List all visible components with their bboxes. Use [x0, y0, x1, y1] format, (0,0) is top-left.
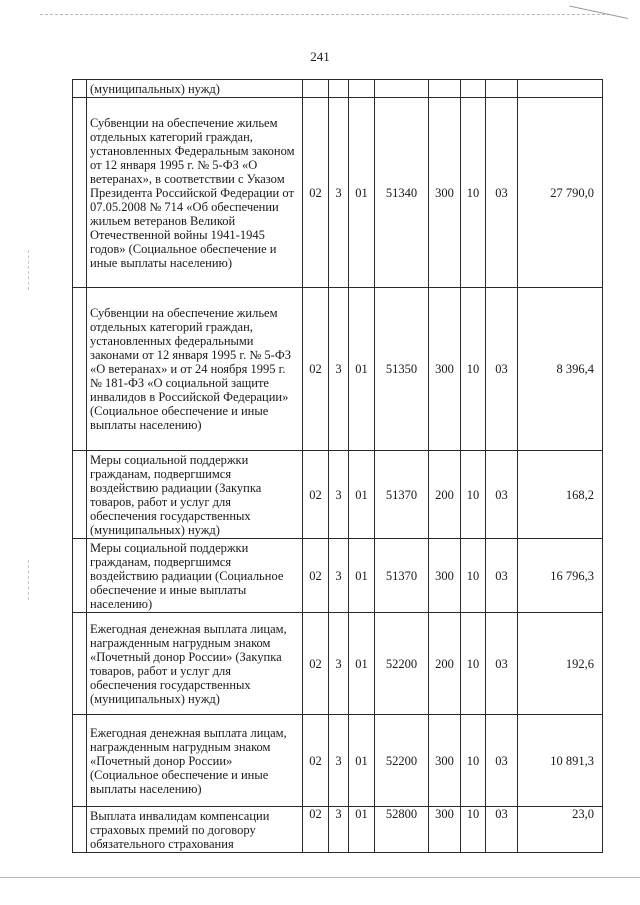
- table-row: [73, 539, 603, 613]
- direction-code-cell: 51370: [375, 451, 429, 539]
- expense-type-code-cell: 300: [429, 807, 461, 853]
- subsection-code-cell: [486, 80, 518, 98]
- expense-name-cell: (муниципальных) нужд): [87, 80, 303, 98]
- ministry-code-cell: 02: [303, 613, 329, 715]
- expense-type-code-cell: 200: [429, 613, 461, 715]
- subprogram-code-cell: 01: [349, 288, 375, 451]
- amount-cell: 8 396,4: [518, 288, 603, 451]
- subprogram-code-cell: 01: [349, 613, 375, 715]
- program-code-cell: 3: [329, 451, 349, 539]
- ministry-code-cell: 02: [303, 807, 329, 853]
- section-code-cell: 10: [461, 613, 486, 715]
- amount-cell: 16 796,3: [518, 539, 603, 613]
- expense-type-code-cell: 300: [429, 288, 461, 451]
- expense-type-code-cell: 200: [429, 451, 461, 539]
- subsection-code-cell: 03: [486, 98, 518, 288]
- expense-name-cell: Меры социальной поддержки гражданам, подвергшимся воздействию радиации (Закупка товаров, работ и услуг для обеспечения государственных (муниципальных) нужд): [87, 451, 303, 539]
- table-row: [73, 80, 603, 98]
- section-code-cell: 10: [461, 451, 486, 539]
- expense-type-code-cell: 300: [429, 539, 461, 613]
- index-cell: [73, 613, 87, 715]
- subsection-code-cell: 03: [486, 539, 518, 613]
- page-number: 241: [310, 49, 330, 64]
- subprogram-code-cell: 01: [349, 98, 375, 288]
- subsection-code-cell: 03: [486, 613, 518, 715]
- subsection-code-cell: 03: [486, 288, 518, 451]
- table-row: [73, 715, 603, 807]
- expense-name-cell: Выплата инвалидам компенсации страховых премий по договору обязательного страхования: [87, 807, 303, 853]
- amount-cell: [518, 80, 603, 98]
- expense-type-code-cell: 300: [429, 715, 461, 807]
- expense-name-cell: Ежегодная денежная выплата лицам, награжденным нагрудным знаком «Почетный донор России» (Закупка товаров, работ и услуг для обеспечения государственных (муниципальных) нужд): [87, 613, 303, 715]
- subprogram-code-cell: 01: [349, 539, 375, 613]
- expense-name-cell: Субвенции на обеспечение жильем отдельных категорий граждан, установленных Федеральным законом от 12 января 1995 г. № 5-ФЗ «О ветеранах», в соответствии с Указом Президента Российской Федерации от 07.05.2008 № 714 «Об обеспечении жильем ветеранов Великой Отечественной войны 1941-1945 годов» (Социальное обеспечение и иные выплаты населению): [87, 98, 303, 288]
- subsection-code-cell: 03: [486, 451, 518, 539]
- scan-bottom-rule: [0, 877, 640, 879]
- expense-name-cell: Ежегодная денежная выплата лицам, награжденным нагрудным знаком «Почетный донор России» (Социальное обеспечение и иные выплаты населению): [87, 715, 303, 807]
- amount-cell: 168,2: [518, 451, 603, 539]
- amount-cell: 27 790,0: [518, 98, 603, 288]
- subprogram-code-cell: [349, 80, 375, 98]
- expense-type-code-cell: 300: [429, 98, 461, 288]
- subprogram-code-cell: 01: [349, 451, 375, 539]
- program-code-cell: 3: [329, 539, 349, 613]
- ministry-code-cell: 02: [303, 451, 329, 539]
- section-code-cell: 10: [461, 807, 486, 853]
- ministry-code-cell: 02: [303, 715, 329, 807]
- scan-left-mark: [28, 560, 30, 600]
- subprogram-code-cell: 01: [349, 807, 375, 853]
- direction-code-cell: 51340: [375, 98, 429, 288]
- amount-cell: 192,6: [518, 613, 603, 715]
- index-cell: [73, 98, 87, 288]
- expense-name-cell: Меры социальной поддержки гражданам, подвергшимся воздействию радиации (Социальное обеспечение и иные выплаты населению): [87, 539, 303, 613]
- index-cell: [73, 539, 87, 613]
- direction-code-cell: 51370: [375, 539, 429, 613]
- budget-table-body: [73, 80, 603, 853]
- ministry-code-cell: [303, 80, 329, 98]
- table-row: [73, 807, 603, 853]
- program-code-cell: 3: [329, 613, 349, 715]
- section-code-cell: 10: [461, 98, 486, 288]
- amount-cell: 10 891,3: [518, 715, 603, 807]
- direction-code-cell: 52200: [375, 613, 429, 715]
- section-code-cell: 10: [461, 539, 486, 613]
- direction-code-cell: 51350: [375, 288, 429, 451]
- index-cell: [73, 807, 87, 853]
- section-code-cell: 10: [461, 715, 486, 807]
- table-row: [73, 98, 603, 288]
- ministry-code-cell: 02: [303, 539, 329, 613]
- index-cell: [73, 80, 87, 98]
- table-row: [73, 613, 603, 715]
- direction-code-cell: 52800: [375, 807, 429, 853]
- scan-left-mark: [28, 250, 30, 290]
- table-row: [73, 451, 603, 539]
- section-code-cell: 10: [461, 288, 486, 451]
- budget-table: [72, 79, 603, 853]
- program-code-cell: 3: [329, 288, 349, 451]
- amount-cell: 23,0: [518, 807, 603, 853]
- section-code-cell: [461, 80, 486, 98]
- index-cell: [73, 288, 87, 451]
- expense-name-cell: Субвенции на обеспечение жильем отдельных категорий граждан, установленных федеральными законами от 12 января 1995 г. № 5-ФЗ «О ветеранах» и от 24 ноября 1995 г. № 181-ФЗ «О социальной защите инвалидов в Российской Федерации» (Социальное обеспечение и иные выплаты населению): [87, 288, 303, 451]
- index-cell: [73, 715, 87, 807]
- direction-code-cell: [375, 80, 429, 98]
- program-code-cell: 3: [329, 807, 349, 853]
- program-code-cell: [329, 80, 349, 98]
- program-code-cell: 3: [329, 98, 349, 288]
- expense-type-code-cell: [429, 80, 461, 98]
- ministry-code-cell: 02: [303, 98, 329, 288]
- direction-code-cell: 52200: [375, 715, 429, 807]
- table-row: [73, 288, 603, 451]
- subsection-code-cell: 03: [486, 807, 518, 853]
- program-code-cell: 3: [329, 715, 349, 807]
- index-cell: [73, 451, 87, 539]
- scan-top-dashes: [40, 14, 610, 17]
- ministry-code-cell: 02: [303, 288, 329, 451]
- subprogram-code-cell: 01: [349, 715, 375, 807]
- subsection-code-cell: 03: [486, 715, 518, 807]
